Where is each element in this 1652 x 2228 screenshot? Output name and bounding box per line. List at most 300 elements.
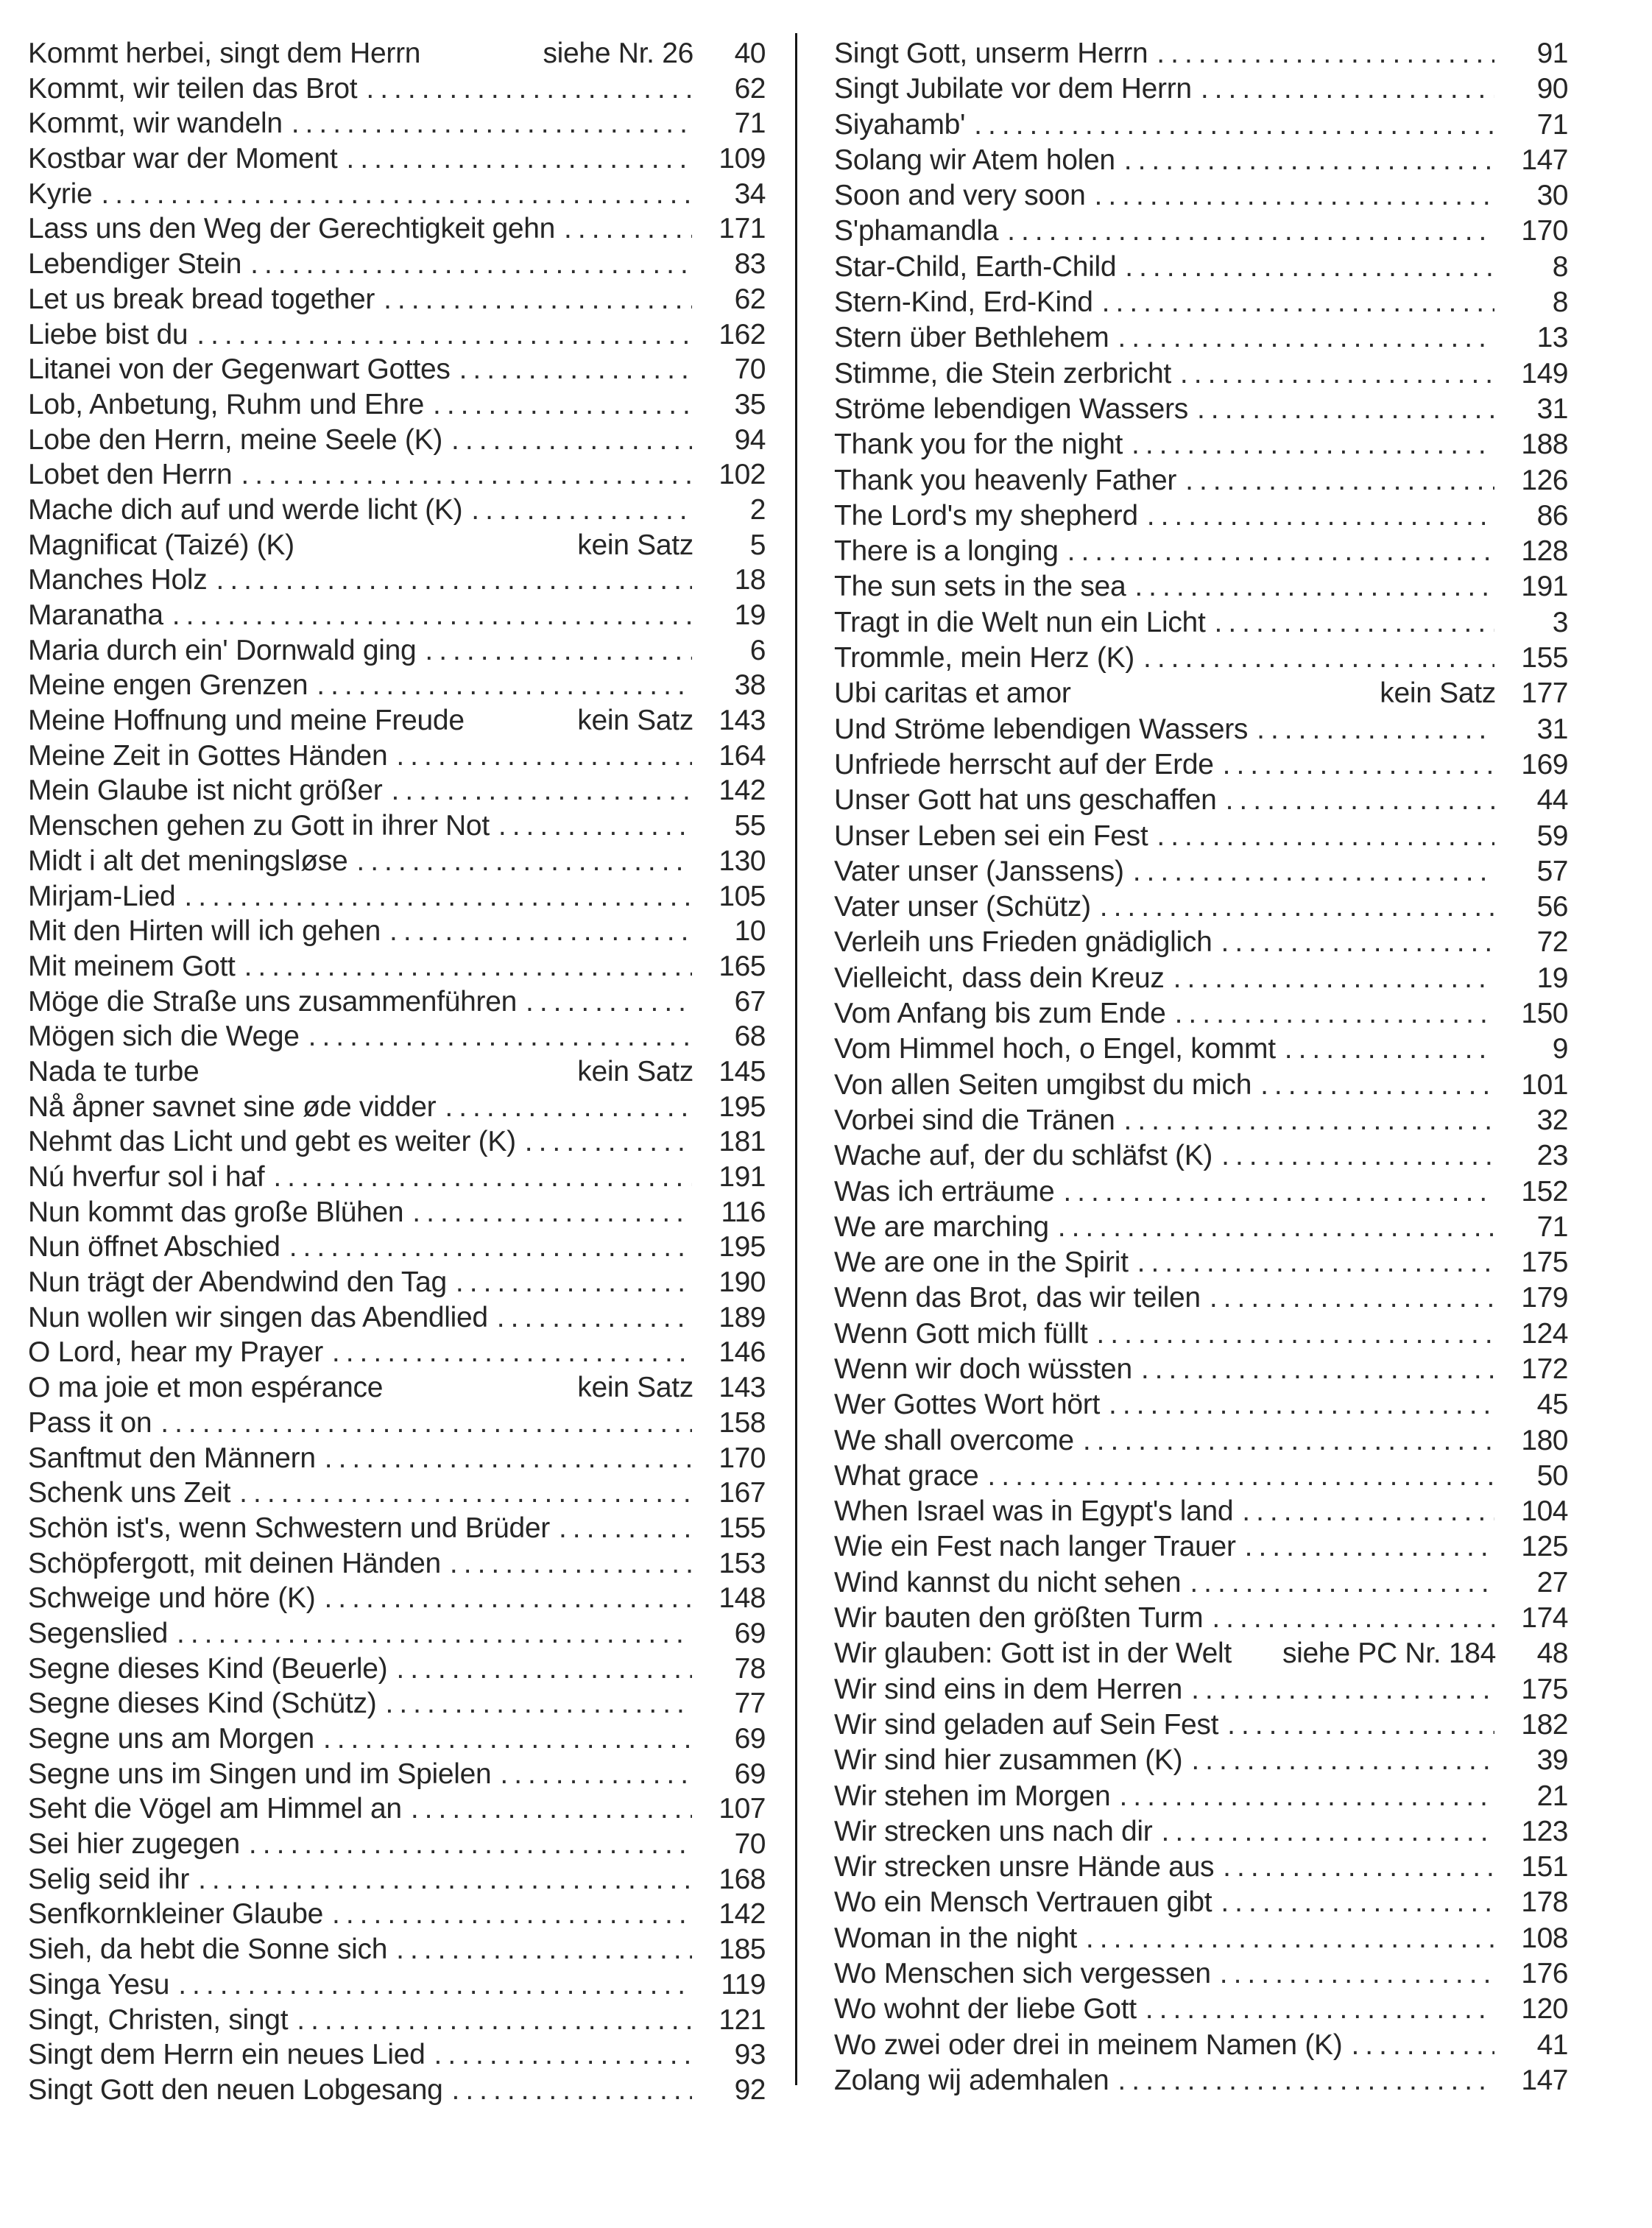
index-entry: [834, 1992, 1568, 2027]
song-title: We are marching: [834, 1210, 1049, 1243]
index-entry: [28, 2073, 766, 2108]
page-number: 195: [719, 1231, 766, 1263]
index-entry: [28, 1476, 766, 1511]
page-number: 147: [1521, 144, 1568, 176]
index-entry: [834, 1210, 1568, 1245]
page-number: 57: [1536, 855, 1568, 887]
index-entry: [834, 1636, 1568, 1671]
song-title: Tragt in die Welt nun ein Licht: [834, 606, 1206, 638]
song-title: Lass uns den Weg der Gerechtigkeit gehn: [28, 213, 556, 245]
page-number: 38: [734, 669, 766, 702]
page-number: 108: [1521, 1922, 1568, 1954]
song-title: O Lord, hear my Prayer: [28, 1336, 323, 1369]
song-title: Wache auf, der du schläfst (K): [834, 1140, 1213, 1172]
index-entry: [834, 1529, 1568, 1565]
page-number: 180: [1521, 1424, 1568, 1456]
page-number: 93: [734, 2039, 766, 2071]
index-entry: [834, 819, 1568, 854]
song-title: Sanftmut den Männern: [28, 1442, 316, 1474]
page-number: 124: [1521, 1317, 1568, 1350]
song-title: Segne uns am Morgen: [28, 1723, 314, 1755]
page-number: 182: [1521, 1708, 1568, 1741]
song-title: Und Ströme lebendigen Wassers: [834, 713, 1249, 745]
cross-reference-note: kein Satz: [577, 1372, 693, 1404]
index-entry: [28, 598, 766, 633]
index-entry: [28, 387, 766, 423]
index-entry: [28, 1581, 766, 1616]
song-title: Wir strecken uns nach dir: [834, 1815, 1153, 1847]
song-title: Möge die Straße uns zusammenführen: [28, 985, 517, 1018]
song-title: Vom Anfang bis zum Ende: [834, 998, 1166, 1030]
index-entry: [834, 1814, 1568, 1850]
song-title: Vielleicht, dass dein Kreuz: [834, 962, 1165, 994]
song-title: Wenn wir doch wüssten: [834, 1353, 1132, 1385]
page-number: 158: [719, 1406, 766, 1439]
page-number: 120: [1521, 1993, 1568, 2026]
index-entry: [834, 1921, 1568, 1956]
page-number: 18: [734, 564, 766, 596]
song-title: Kyrie: [28, 177, 93, 210]
song-title: Wir sind eins in dem Herren: [834, 1673, 1183, 1705]
song-title: Unser Leben sei ein Fest: [834, 819, 1148, 852]
page-number: 56: [1536, 891, 1568, 923]
song-title: Stern über Bethlehem: [834, 322, 1109, 354]
song-title: When Israel was in Egypt's land: [834, 1495, 1234, 1528]
index-entry: [28, 2037, 766, 2073]
song-title: Nå åpner savnet sine øde vidder: [28, 1090, 437, 1123]
song-title: Seht die Vögel am Himmel an: [28, 1793, 402, 1825]
index-entry: [28, 949, 766, 984]
index-entry: [28, 282, 766, 317]
song-title: Senfkornkleiner Glaube: [28, 1898, 323, 1931]
page-number: 148: [719, 1582, 766, 1615]
cross-reference-note: siehe Nr. 26: [543, 38, 693, 69]
page-number: 189: [719, 1301, 766, 1333]
dot-leader: [451, 2073, 692, 2114]
index-entry: [28, 493, 766, 528]
index-entry: [28, 141, 766, 177]
page-number: 92: [734, 2073, 766, 2106]
page-number: 152: [1521, 1175, 1568, 1208]
index-entry: [28, 317, 766, 353]
index-entry: [834, 1032, 1568, 1067]
index-entry: [28, 71, 766, 107]
page-number: 70: [734, 353, 766, 386]
song-title: Ubi caritas et amor: [834, 677, 1071, 710]
page-number: 143: [719, 1372, 766, 1404]
song-title: Kommt, wir teilen das Brot: [28, 72, 358, 105]
index-entry: [28, 423, 766, 458]
song-title: Segne uns im Singen und im Spielen: [28, 1758, 492, 1790]
page-number: 27: [1536, 1566, 1568, 1598]
song-title: Singt Gott, unserm Herrn: [834, 38, 1148, 69]
cross-reference-note: kein Satz: [1380, 677, 1496, 710]
song-title: Litanei von der Gegenwart Gottes: [28, 353, 451, 386]
song-title: Siyahamb': [834, 108, 966, 141]
page-number: 107: [719, 1793, 766, 1825]
index-entry: [834, 1423, 1568, 1459]
page-number: 185: [719, 1933, 766, 1966]
song-title: Let us break bread together: [28, 283, 375, 315]
index-entry: [28, 773, 766, 808]
song-title: Lob, Anbetung, Ruhm und Ehre: [28, 388, 425, 420]
page-number: 181: [719, 1126, 766, 1158]
index-entry: [834, 712, 1568, 747]
song-title: Nun wollen wir singen das Abendlied: [28, 1301, 488, 1333]
dot-leader: [1118, 2063, 1494, 2104]
song-title: Singt Gott den neuen Lobgesang: [28, 2073, 443, 2106]
index-entry: [28, 984, 766, 1020]
index-entry: [834, 1103, 1568, 1138]
index-entry: [834, 71, 1568, 107]
song-title: Vom Himmel hoch, o Engel, kommt: [834, 1033, 1276, 1065]
page-number: 55: [734, 810, 766, 842]
page-number: 162: [719, 318, 766, 350]
page-number: 91: [1536, 38, 1568, 69]
page-number: 34: [734, 177, 766, 210]
page-number: 175: [1521, 1673, 1568, 1705]
page-number: 170: [1521, 215, 1568, 247]
index-column-left: [28, 36, 766, 2108]
song-title: Wenn das Brot, das wir teilen: [834, 1282, 1201, 1314]
index-entry: [834, 2063, 1568, 2098]
page-number: 19: [734, 599, 766, 631]
song-title: Thank you for the night: [834, 429, 1123, 461]
index-entry: [834, 534, 1568, 569]
index-entry: [28, 1791, 766, 1827]
index-entry: [834, 1316, 1568, 1352]
song-title: Vater unser (Schütz): [834, 891, 1091, 923]
index-entry: [834, 961, 1568, 996]
song-title: Nú hverfur sol i haf: [28, 1161, 265, 1193]
page-number: 147: [1521, 2064, 1568, 2096]
index-entry: [834, 1494, 1568, 1529]
page-number: 179: [1521, 1282, 1568, 1314]
page-number: 70: [734, 1828, 766, 1861]
index-entry: [28, 1932, 766, 1967]
song-title: Wind kannst du nicht sehen: [834, 1566, 1182, 1598]
page-number: 6: [749, 634, 766, 666]
page-number: 8: [1552, 250, 1568, 283]
index-entry: [834, 320, 1568, 356]
song-title: Wie ein Fest nach langer Trauer: [834, 1531, 1236, 1563]
song-title: Wo Menschen sich vergessen: [834, 1958, 1211, 1990]
song-title: The sun sets in the sea: [834, 571, 1126, 603]
index-entry: [834, 1743, 1568, 1778]
index-entry: [834, 996, 1568, 1032]
page-number: 40: [734, 38, 766, 69]
index-entry: [834, 250, 1568, 285]
song-title: Selig seid ihr: [28, 1863, 190, 1895]
song-title: Maranatha: [28, 599, 163, 631]
page-number: 69: [734, 1617, 766, 1649]
index-entry: [834, 925, 1568, 960]
page-number: 109: [719, 143, 766, 175]
index-entry: [28, 668, 766, 703]
page-number: 175: [1521, 1247, 1568, 1279]
song-title: Vater unser (Janssens): [834, 855, 1124, 887]
song-title: Wo zwei oder drei in meinem Namen (K): [834, 2028, 1343, 2061]
page-number: 39: [1536, 1744, 1568, 1777]
page-number: 188: [1521, 429, 1568, 461]
song-title: Meine engen Grenzen: [28, 669, 308, 702]
page-number: 41: [1536, 2028, 1568, 2061]
song-title: Wir glauben: Gott ist in der Welt: [834, 1637, 1232, 1670]
page-number: 155: [1521, 642, 1568, 674]
cross-reference-note: kein Satz: [577, 1055, 693, 1087]
song-title: Liebe bist du: [28, 318, 188, 350]
index-entry: [28, 1019, 766, 1054]
song-title: Wir stehen im Morgen: [834, 1780, 1111, 1812]
song-title: We are one in the Spirit: [834, 1247, 1129, 1279]
page-number: 102: [719, 459, 766, 491]
song-title: Solang wir Atem holen: [834, 144, 1115, 176]
page-number: 50: [1536, 1459, 1568, 1492]
page-number: 31: [1536, 713, 1568, 745]
song-title: Wenn Gott mich füllt: [834, 1317, 1088, 1350]
index-column-right: [834, 36, 1568, 2098]
song-title: Nehmt das Licht und gebt es weiter (K): [28, 1126, 516, 1158]
song-title: Mein Glaube ist nicht größer: [28, 775, 383, 807]
index-entry: [834, 214, 1568, 249]
song-title: Schweige und höre (K): [28, 1582, 316, 1615]
song-title: Kommt, wir wandeln: [28, 107, 283, 140]
index-entry: [28, 1406, 766, 1441]
index-entry: [28, 2003, 766, 2038]
song-title: Kommt herbei, singt dem Herrn: [28, 38, 421, 69]
index-entry: [834, 1850, 1568, 1885]
song-title: Lebendiger Stein: [28, 248, 242, 281]
page-number: 5: [749, 529, 766, 561]
page-number: 171: [719, 213, 766, 245]
page-number: 142: [719, 1898, 766, 1931]
column-divider: [795, 33, 797, 2085]
index-entry: [834, 1245, 1568, 1280]
page-number: 71: [1536, 1210, 1568, 1243]
index-entry: [834, 889, 1568, 925]
page-number: 19: [1536, 962, 1568, 994]
song-title: Nun öffnet Abschied: [28, 1231, 280, 1263]
index-entry: [28, 457, 766, 493]
page-number: 195: [719, 1090, 766, 1123]
song-title: Segne dieses Kind (Beuerle): [28, 1652, 388, 1685]
song-title: Segne dieses Kind (Schütz): [28, 1688, 377, 1720]
page-number: 77: [734, 1688, 766, 1720]
page-number: 150: [1521, 998, 1568, 1030]
page-number: 86: [1536, 499, 1568, 532]
page-number: 83: [734, 248, 766, 281]
page-number: 45: [1536, 1389, 1568, 1421]
page-number: 30: [1536, 180, 1568, 212]
song-title: Kostbar war der Moment: [28, 143, 338, 175]
index-entry: [28, 1686, 766, 1721]
page-number: 164: [719, 739, 766, 772]
page-number: 191: [1521, 571, 1568, 603]
song-title: What grace: [834, 1459, 979, 1492]
index-entry: [28, 1160, 766, 1195]
index-entry: [28, 914, 766, 949]
index-entry: [28, 563, 766, 598]
song-title: Maria durch ein' Dornwald ging: [28, 634, 417, 666]
song-title: Wo wohnt der liebe Gott: [834, 1993, 1137, 2026]
index-entry: [28, 211, 766, 247]
page-number: 123: [1521, 1815, 1568, 1847]
page-number: 13: [1536, 322, 1568, 354]
page-number: 119: [721, 1968, 766, 2000]
song-title: Pass it on: [28, 1406, 152, 1439]
page-number: 168: [719, 1863, 766, 1895]
index-entry: [834, 427, 1568, 462]
page-number: 9: [1552, 1033, 1568, 1065]
page-number: 104: [1521, 1495, 1568, 1528]
index-entry: [28, 633, 766, 669]
song-title: Mögen sich die Wege: [28, 1020, 300, 1053]
index-entry: [28, 36, 766, 71]
index-entry: [28, 528, 766, 563]
song-title: Star-Child, Earth-Child: [834, 250, 1117, 283]
song-title: The Lord's my shepherd: [834, 499, 1138, 532]
page-number: 8: [1552, 286, 1568, 319]
song-title: Wo ein Mensch Vertrauen gibt: [834, 1886, 1212, 1919]
song-title: Midt i alt det meningsløse: [28, 845, 348, 877]
page-number: 71: [1536, 108, 1568, 141]
song-title: Mit meinem Gott: [28, 950, 236, 982]
index-entry: [834, 641, 1568, 676]
index-entry: [834, 747, 1568, 783]
index-entry: [834, 1565, 1568, 1601]
page-number: 177: [1521, 677, 1568, 710]
song-title: Menschen gehen zu Gott in ihrer Not: [28, 810, 490, 842]
page-number: 62: [734, 283, 766, 315]
index-entry: [834, 1956, 1568, 1992]
song-title: Zolang wij ademhalen: [834, 2064, 1109, 2096]
index-entry: [28, 1862, 766, 1897]
song-title: Wir sind hier zusammen (K): [834, 1744, 1183, 1777]
index-entry: [834, 36, 1568, 71]
page-number: 59: [1536, 819, 1568, 852]
song-title: Von allen Seiten umgibst du mich: [834, 1068, 1252, 1101]
index-entry: [834, 783, 1568, 818]
page-number: 90: [1536, 73, 1568, 105]
song-title: Trommle, mein Herz (K): [834, 642, 1134, 674]
song-title: Mirjam-Lied: [28, 880, 176, 912]
index-entry: [834, 356, 1568, 392]
song-title: Lobe den Herrn, meine Seele (K): [28, 423, 443, 456]
index-entry: [28, 1897, 766, 1932]
page-number: 130: [719, 845, 766, 877]
page-number: 94: [734, 423, 766, 456]
index-entry: [28, 247, 766, 282]
index-entry: [834, 1068, 1568, 1103]
index-entry: [834, 1352, 1568, 1387]
page-number: 10: [734, 915, 766, 948]
page-number: 71: [734, 107, 766, 140]
page-number: 174: [1521, 1602, 1568, 1635]
song-title: Singa Yesu: [28, 1968, 170, 2000]
index-entry: [28, 738, 766, 774]
song-title: Mache dich auf und werde licht (K): [28, 493, 463, 526]
page-number: 23: [1536, 1140, 1568, 1172]
song-title: Nun kommt das große Blühen: [28, 1196, 404, 1228]
index-entry: [28, 1616, 766, 1651]
index-entry: [834, 2028, 1568, 2063]
page-number: 142: [719, 775, 766, 807]
page-number: 191: [719, 1161, 766, 1193]
song-title: Sei hier zugegen: [28, 1828, 240, 1861]
song-title: Thank you heavenly Father: [834, 464, 1177, 496]
index-entry: [834, 1601, 1568, 1636]
index-entry: [28, 1721, 766, 1757]
page-number: 44: [1536, 784, 1568, 817]
page-number: 105: [719, 880, 766, 912]
index-entry: [834, 854, 1568, 889]
song-title: Schön ist's, wenn Schwestern und Brüder: [28, 1512, 550, 1544]
index-entry: [834, 178, 1568, 214]
song-title: Wir strecken unsre Hände aus: [834, 1851, 1215, 1883]
page-number: 32: [1536, 1104, 1568, 1136]
song-title: O ma joie et mon espérance: [28, 1372, 384, 1404]
song-title: Wir bauten den größten Turm: [834, 1602, 1204, 1635]
song-title: Wir sind geladen auf Sein Fest: [834, 1708, 1219, 1741]
index-entry: [834, 1459, 1568, 1494]
index-entry: [28, 1546, 766, 1582]
index-entry: [834, 1387, 1568, 1423]
index-entry: [28, 879, 766, 914]
song-title: Unser Gott hat uns geschaffen: [834, 784, 1217, 817]
song-title: Vorbei sind die Tränen: [834, 1104, 1115, 1136]
index-entry: [28, 1300, 766, 1336]
index-entry: [28, 808, 766, 844]
page-number: 165: [719, 950, 766, 982]
song-title: Lobet den Herrn: [28, 459, 233, 491]
page-number: 72: [1536, 926, 1568, 959]
page-number: 62: [734, 72, 766, 105]
page-number: 125: [1521, 1531, 1568, 1563]
index-entry: [28, 1195, 766, 1230]
cross-reference-note: kein Satz: [577, 705, 693, 737]
index-entry: [28, 703, 766, 738]
page-number: 167: [719, 1477, 766, 1509]
page-number: 67: [734, 985, 766, 1018]
cross-reference-note: siehe PC Nr. 184: [1282, 1637, 1496, 1670]
song-title: Schöpfergott, mit deinen Händen: [28, 1547, 441, 1579]
cross-reference-note: kein Satz: [577, 529, 693, 561]
song-title: Verleih uns Frieden gnädiglich: [834, 926, 1212, 959]
page-number: 178: [1521, 1886, 1568, 1919]
index-entry: [28, 1265, 766, 1300]
page-number: 176: [1521, 1958, 1568, 1990]
song-title: Segenslied: [28, 1617, 168, 1649]
page-number: 128: [1521, 535, 1568, 568]
page-number: 172: [1521, 1353, 1568, 1385]
page-number: 145: [719, 1055, 766, 1087]
page-number: 48: [1536, 1637, 1568, 1670]
index-entry: [834, 285, 1568, 320]
index-entry: [834, 143, 1568, 178]
page-number: 68: [734, 1020, 766, 1053]
index-entry: [834, 569, 1568, 604]
index-entry: [834, 605, 1568, 641]
page-number: 101: [1521, 1068, 1568, 1101]
song-title: There is a longing: [834, 535, 1059, 568]
index-entry: [28, 1967, 766, 2003]
index-entry: [28, 1090, 766, 1125]
index-entry: [28, 352, 766, 387]
index-entry: [28, 1757, 766, 1792]
index-entry: [834, 1779, 1568, 1814]
song-title: Soon and very soon: [834, 180, 1086, 212]
page-number: 116: [721, 1196, 766, 1228]
